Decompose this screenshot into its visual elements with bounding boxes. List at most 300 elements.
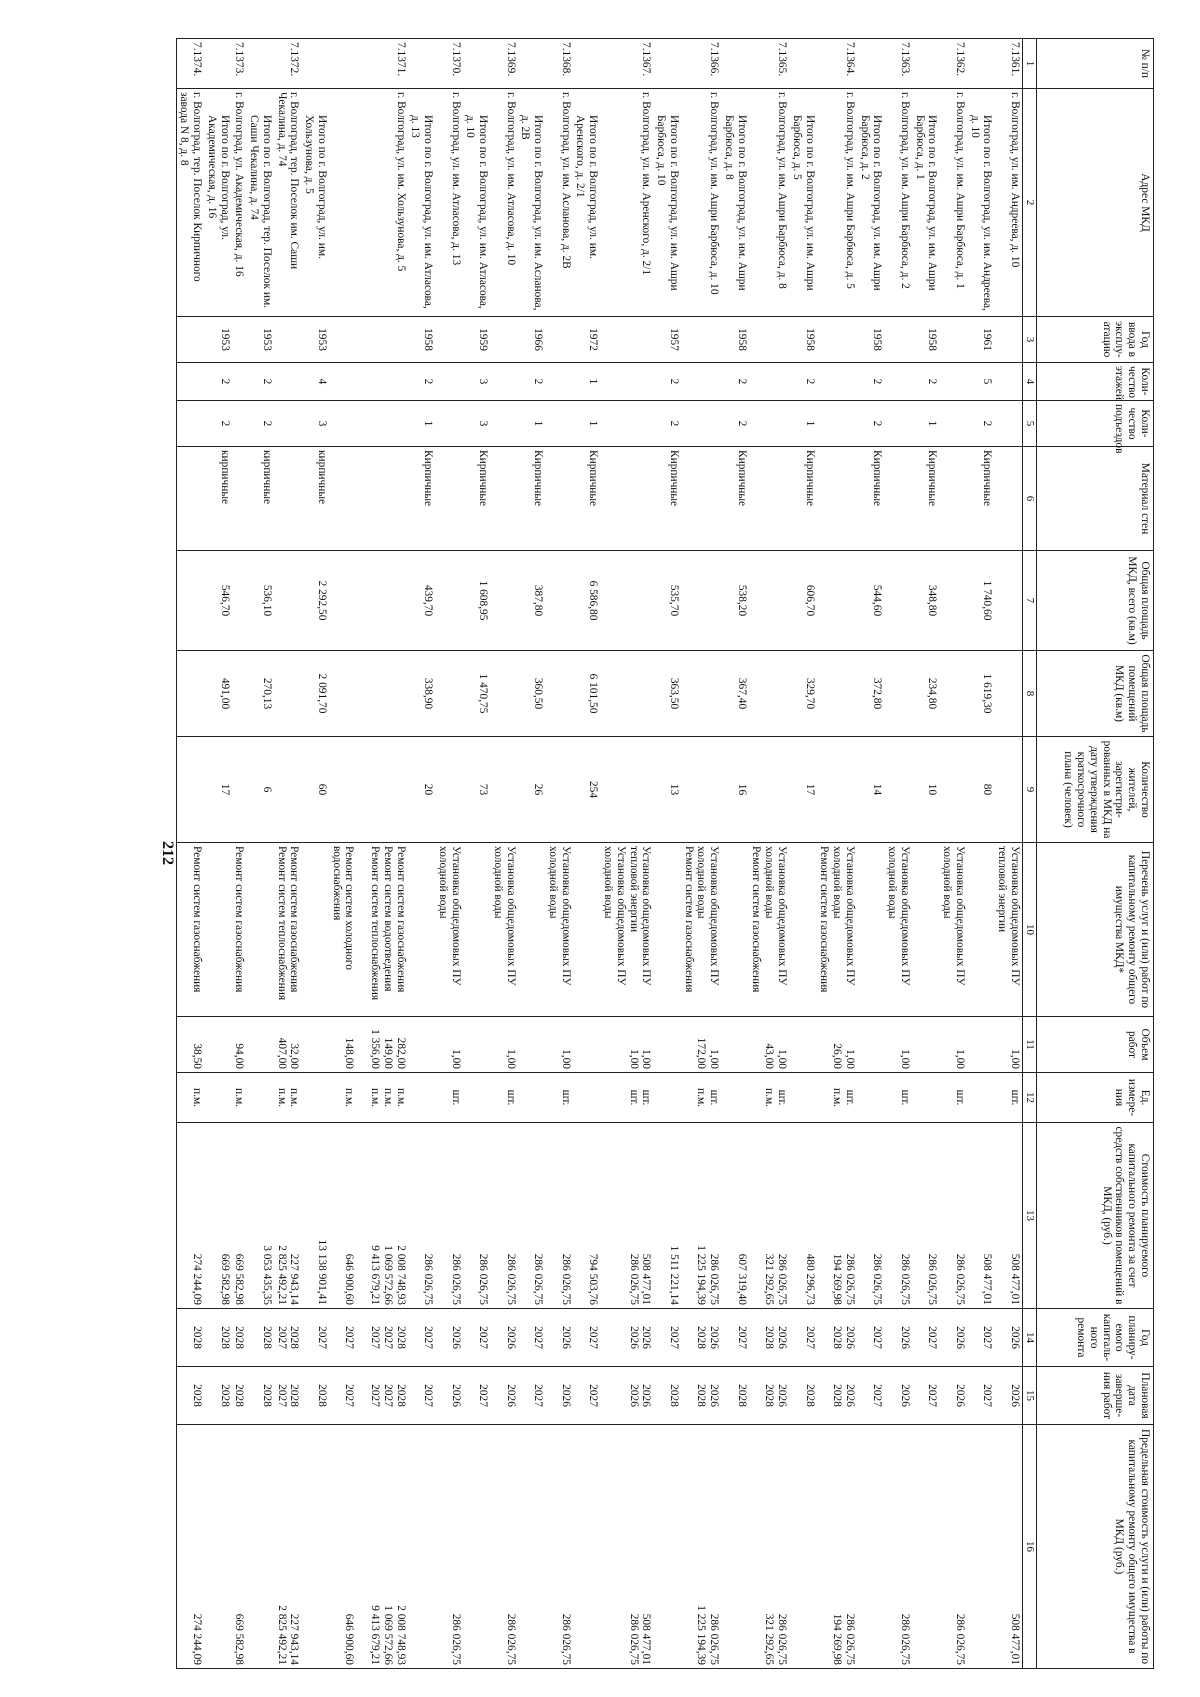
cell-col-3: 1958 xyxy=(721,317,749,363)
cell-col-6: Кирпичные xyxy=(518,447,546,551)
cell-col-2: Итого по г. Волгоград, ул. им. Ашри Барбюса, д. 10 xyxy=(653,89,681,317)
table-total-row xyxy=(463,39,491,1669)
cell-col-10 xyxy=(721,843,749,1017)
cell-line: 194 269,98 xyxy=(831,1253,844,1305)
cell-col-15: 2028 xyxy=(232,1367,247,1425)
cell-col-1 xyxy=(204,39,232,89)
table-row xyxy=(490,39,518,1669)
cell-col-15: 2028 xyxy=(176,1367,204,1425)
header-cell-8: Общая площадь помещений МКД (кв.м) xyxy=(1037,651,1154,737)
cell-col-14: 2027 xyxy=(463,1309,491,1367)
cell-col-10 xyxy=(246,843,274,1017)
cell-col-14 xyxy=(817,1309,857,1367)
cell-col-12 xyxy=(721,1073,749,1123)
cell-col-2: г. Волгоград, ул. им. Ашри Барбюса, д. 10 xyxy=(681,89,721,317)
cell-col-10 xyxy=(681,843,721,1017)
cell-col-14 xyxy=(681,1309,721,1367)
cell-col-15: 2028 xyxy=(789,1367,817,1425)
cell-line: 282,00 xyxy=(394,1037,407,1069)
cell-col-5: 1 xyxy=(912,401,940,447)
cell-col-3: 1958 xyxy=(408,317,436,363)
cell-col-11: 1,00 xyxy=(884,1017,912,1073)
column-number-4: 4 xyxy=(1023,363,1037,401)
cell-line: шт. xyxy=(708,1089,721,1106)
cell-col-4 xyxy=(994,363,1022,401)
column-number-3: 3 xyxy=(1023,317,1037,363)
cell-col-14 xyxy=(749,1309,789,1367)
cell-col-13: 286 026,75 xyxy=(518,1123,546,1309)
cell-line: 2028 xyxy=(288,1326,301,1349)
cell-col-10 xyxy=(912,843,940,1017)
cell-line: шт. xyxy=(627,1089,640,1106)
cell-col-6 xyxy=(884,447,912,551)
cell-col-10 xyxy=(274,843,302,1017)
cell-line: 646 900,60 xyxy=(343,1613,356,1665)
cell-col-3 xyxy=(681,317,721,363)
cell-col-3: 1972 xyxy=(573,317,601,363)
cell-col-14: 2027 xyxy=(653,1309,681,1367)
cell-col-1: 7.1370. xyxy=(435,39,463,89)
cell-col-15: 2028 xyxy=(246,1367,274,1425)
header-cell-4: Коли-чество этажей xyxy=(1037,363,1154,401)
cell-line: п.м. xyxy=(381,1088,394,1107)
cell-col-13: 1 511 221,14 xyxy=(653,1123,681,1309)
cell-line: 2028 xyxy=(394,1326,407,1349)
cell-col-4: 5 xyxy=(967,363,995,401)
cell-line: 2028 xyxy=(831,1326,844,1349)
cell-col-5: 3 xyxy=(301,401,329,447)
cell-col-1 xyxy=(789,39,817,89)
cell-col-6: кирпичные xyxy=(301,447,329,551)
cell-col-13: 3 053 435,35 xyxy=(246,1123,274,1309)
cell-col-11: 1,00 xyxy=(545,1017,573,1073)
cell-col-11 xyxy=(408,1017,436,1073)
cell-col-16: 286 026,75 xyxy=(490,1425,518,1669)
header-cell-3: Год ввода в эксплу-атацию xyxy=(1037,317,1154,363)
cell-line: Ремонт систем газоснабжения xyxy=(288,846,301,993)
cell-col-11 xyxy=(857,1017,885,1073)
cell-col-14: 2028 xyxy=(246,1309,274,1367)
cell-line: 1 225 194,39 xyxy=(695,1605,708,1665)
cell-col-14: 2027 xyxy=(721,1309,749,1367)
cell-line: 2026 xyxy=(708,1326,721,1349)
table-total-row xyxy=(967,39,995,1669)
cell-col-15 xyxy=(817,1367,857,1425)
cell-col-4 xyxy=(274,363,302,401)
cell-col-4 xyxy=(939,363,967,401)
cell-col-9: 254 xyxy=(573,737,601,843)
cell-col-4: 2 xyxy=(653,363,681,401)
cell-line: Установка общедомовых ПУ холодной воды xyxy=(763,846,788,986)
cell-col-14 xyxy=(329,1309,408,1367)
cell-col-14 xyxy=(274,1309,302,1367)
cell-col-3 xyxy=(490,317,518,363)
cell-col-14: 2027 xyxy=(301,1309,329,1367)
cell-col-15 xyxy=(274,1367,302,1425)
cell-col-16 xyxy=(274,1425,302,1669)
cell-col-8 xyxy=(817,651,857,737)
cell-col-16 xyxy=(329,1425,408,1669)
cell-col-2: г. Волгоград, ул. им. Ашри Барбюса, д. 1 xyxy=(939,89,967,317)
cell-col-2: г. Волгоград, тер. Поселок им. Саши Чекалина, д. 74 xyxy=(274,89,302,317)
cell-line: 32,00 xyxy=(288,1043,301,1069)
cell-col-13: 508 477,01 xyxy=(994,1123,1022,1309)
cell-col-16 xyxy=(721,1425,749,1669)
cell-col-3: 1953 xyxy=(204,317,232,363)
cell-col-7: 348,80 xyxy=(912,551,940,651)
table-header-row xyxy=(1037,39,1154,1669)
cell-col-11 xyxy=(573,1017,601,1073)
cell-col-14: 2026 xyxy=(884,1309,912,1367)
cell-col-2: Итого по г. Волгоград, ул. им. Хользунова, д. 5 xyxy=(301,89,329,317)
cell-col-6: Кирпичные xyxy=(789,447,817,551)
table-body xyxy=(176,39,1022,1669)
cell-col-12 xyxy=(600,1073,653,1123)
cell-col-13: 286 026,75 xyxy=(490,1123,518,1309)
cell-line: 321 292,65 xyxy=(763,1613,776,1665)
cell-col-5: 1 xyxy=(789,401,817,447)
cell-col-8 xyxy=(232,651,247,737)
cell-col-3: 1957 xyxy=(653,317,681,363)
cell-col-9: 26 xyxy=(518,737,546,843)
cell-col-10: Установка общедомовых ПУ холодной воды xyxy=(939,843,967,1017)
cell-col-5 xyxy=(600,401,653,447)
cell-line xyxy=(355,1428,368,1665)
column-number-6: 6 xyxy=(1023,447,1037,551)
cell-col-5 xyxy=(176,401,204,447)
cell-line: 172,00 xyxy=(695,1037,708,1069)
cell-col-9 xyxy=(274,737,302,843)
column-number-15: 15 xyxy=(1023,1367,1037,1425)
cell-col-4: 2 xyxy=(204,363,232,401)
header-cell-11: Объем работ xyxy=(1037,1017,1154,1073)
cell-col-6: Кирпичные xyxy=(408,447,436,551)
table-row xyxy=(994,39,1022,1669)
cell-col-7: 6 586,80 xyxy=(573,551,601,651)
cell-col-11 xyxy=(653,1017,681,1073)
cell-col-11 xyxy=(721,1017,749,1073)
cell-col-14: 2027 xyxy=(967,1309,995,1367)
cell-line: 2028 xyxy=(288,1384,301,1407)
header-cell-14: Год планиру-емого капиталь-ного ремонта xyxy=(1037,1309,1154,1367)
cell-col-11: 94,00 xyxy=(232,1017,247,1073)
cell-line: п.м. xyxy=(695,1088,708,1107)
cell-col-7: 2 292,50 xyxy=(301,551,329,651)
cell-line: 286 026,75 xyxy=(775,1613,788,1665)
cell-col-8: 1 619,30 xyxy=(967,651,995,737)
cell-col-10 xyxy=(653,843,681,1017)
cell-col-5: 2 xyxy=(967,401,995,447)
cell-col-6 xyxy=(749,447,789,551)
cell-col-5 xyxy=(817,401,857,447)
cell-col-13: 286 026,75 xyxy=(408,1123,436,1309)
cell-col-14: 2026 xyxy=(939,1309,967,1367)
cell-col-1 xyxy=(301,39,329,89)
cell-col-2: г. Волгоград, ул. им. Атласова, д. 10 xyxy=(490,89,518,317)
cell-col-14: 2026 xyxy=(545,1309,573,1367)
cell-col-7 xyxy=(600,551,653,651)
cell-col-5: 2 xyxy=(721,401,749,447)
cell-col-2: г. Волгоград, ул. им. Атласова, д. 13 xyxy=(435,89,463,317)
cell-line: 2027 xyxy=(369,1326,382,1349)
cell-line: 2027 xyxy=(275,1384,288,1407)
cell-col-15: 2026 xyxy=(884,1367,912,1425)
column-number-9: 9 xyxy=(1023,737,1037,843)
cell-line: п.м. xyxy=(763,1088,776,1107)
cell-col-12: шт. xyxy=(490,1073,518,1123)
cell-line xyxy=(355,1020,368,1069)
cell-col-10: Ремонт систем газоснабжения xyxy=(176,843,204,1017)
cell-col-2: г. Волгоград, ул. им. Ашри Барбюса, д. 2 xyxy=(884,89,912,317)
cell-col-3: 1966 xyxy=(518,317,546,363)
cell-col-6 xyxy=(232,447,247,551)
cell-col-8 xyxy=(994,651,1022,737)
cell-line: 194 269,98 xyxy=(831,1613,844,1665)
cell-col-15: 2028 xyxy=(653,1367,681,1425)
cell-col-12 xyxy=(573,1073,601,1123)
cell-col-7: 546,70 xyxy=(204,551,232,651)
cell-col-15: 2026 xyxy=(545,1367,573,1425)
cell-col-15: 2027 xyxy=(408,1367,436,1425)
cell-col-4 xyxy=(884,363,912,401)
cell-col-10 xyxy=(518,843,546,1017)
table-row xyxy=(884,39,912,1669)
cell-col-14: 2027 xyxy=(518,1309,546,1367)
cell-line xyxy=(355,846,368,1013)
cell-col-5 xyxy=(939,401,967,447)
cell-col-12 xyxy=(204,1073,232,1123)
cell-col-10 xyxy=(463,843,491,1017)
cell-col-8 xyxy=(681,651,721,737)
cell-col-16 xyxy=(463,1425,491,1669)
cell-line: 2026 xyxy=(708,1384,721,1407)
cell-line: Установка общедомовых ПУ холодной воды xyxy=(695,846,721,986)
cell-line: 2028 xyxy=(695,1384,708,1407)
cell-line: п.м. xyxy=(288,1088,301,1107)
table-row xyxy=(176,39,204,1669)
cell-col-2: Итого по г. Волгоград, ул. им. Атласова, д. 10 xyxy=(463,89,491,317)
cell-line: 1 225 194,39 xyxy=(695,1245,708,1305)
cell-col-6: Кирпичные xyxy=(721,447,749,551)
cell-col-13: 508 477,01 xyxy=(967,1123,995,1309)
cell-col-3 xyxy=(749,317,789,363)
cell-col-12 xyxy=(463,1073,491,1123)
cell-line: 2027 xyxy=(343,1326,356,1349)
cell-col-1 xyxy=(967,39,995,89)
cell-col-7 xyxy=(681,551,721,651)
cell-line: Ремонт систем холодного водоснабжения xyxy=(330,846,356,970)
cell-col-3: 1958 xyxy=(857,317,885,363)
cell-col-10 xyxy=(817,843,857,1017)
cell-col-10: Установка общедомовых ПУ холодной воды xyxy=(435,843,463,1017)
cell-col-2: г. Волгоград, ул. им. Асланова, д. 2В xyxy=(545,89,573,317)
cell-col-11: 1,00 xyxy=(435,1017,463,1073)
cell-col-13: 286 026,75 xyxy=(545,1123,573,1309)
cell-line: п.м. xyxy=(343,1088,356,1107)
cell-col-16: 286 026,75 xyxy=(545,1425,573,1669)
cell-col-4: 3 xyxy=(463,363,491,401)
table-row xyxy=(329,39,408,1669)
cell-line: 1,00 xyxy=(627,1049,640,1069)
cell-col-3: 1953 xyxy=(301,317,329,363)
cell-col-6 xyxy=(490,447,518,551)
cell-col-16 xyxy=(246,1425,274,1669)
cell-col-8: 2 091,70 xyxy=(301,651,329,737)
column-number-2: 2 xyxy=(1023,89,1037,317)
cell-col-13: 480 296,73 xyxy=(789,1123,817,1309)
cell-col-1 xyxy=(912,39,940,89)
cell-line: 2026 xyxy=(627,1384,640,1407)
cell-line: 2027 xyxy=(343,1384,356,1407)
cell-col-14: 2028 xyxy=(204,1309,232,1367)
cell-col-8: 360,50 xyxy=(518,651,546,737)
cell-line: 2026 xyxy=(775,1384,788,1407)
cell-col-7: 535,70 xyxy=(653,551,681,651)
cell-col-12: шт. xyxy=(435,1073,463,1123)
cell-col-12: шт. xyxy=(884,1073,912,1123)
cell-col-16 xyxy=(817,1425,857,1669)
cell-col-16 xyxy=(653,1425,681,1669)
cell-col-11 xyxy=(463,1017,491,1073)
cell-line: 508 477,01 xyxy=(640,1613,653,1665)
cell-col-12 xyxy=(653,1073,681,1123)
cell-col-9: 13 xyxy=(653,737,681,843)
cell-line: 9 413 679,21 xyxy=(369,1245,382,1305)
table-total-row xyxy=(653,39,681,1669)
cell-col-16 xyxy=(518,1425,546,1669)
cell-line: 646 900,60 xyxy=(343,1253,356,1305)
column-number-12: 12 xyxy=(1023,1073,1037,1123)
table-row xyxy=(232,39,247,1669)
cell-col-15 xyxy=(681,1367,721,1425)
cell-col-4 xyxy=(817,363,857,401)
cell-col-5 xyxy=(749,401,789,447)
cell-col-5: 3 xyxy=(463,401,491,447)
cell-line: 2026 xyxy=(640,1384,653,1407)
cell-col-1: 7.1372. xyxy=(274,39,302,89)
cell-col-8: 372,80 xyxy=(857,651,885,737)
cell-col-15: 2028 xyxy=(721,1367,749,1425)
cell-col-2: г. Волгоград, ул. им. Ашри Барбюса, д. 8 xyxy=(749,89,789,317)
capital-repair-table xyxy=(176,38,1154,1669)
cell-col-11 xyxy=(789,1017,817,1073)
cell-col-12 xyxy=(518,1073,546,1123)
table-total-row xyxy=(408,39,436,1669)
cell-col-8: 363,50 xyxy=(653,651,681,737)
cell-line: 2027 xyxy=(369,1384,382,1407)
cell-line: 149,00 xyxy=(381,1037,394,1069)
table-row xyxy=(817,39,857,1669)
cell-line: шт. xyxy=(843,1089,856,1106)
cell-col-5 xyxy=(681,401,721,447)
cell-col-10 xyxy=(857,843,885,1017)
cell-col-3: 1958 xyxy=(789,317,817,363)
cell-col-11 xyxy=(749,1017,789,1073)
cell-col-13: 274 244,09 xyxy=(176,1123,204,1309)
cell-col-6 xyxy=(176,447,204,551)
cell-col-7 xyxy=(435,551,463,651)
table-total-row xyxy=(912,39,940,1669)
cell-col-6 xyxy=(274,447,302,551)
cell-line: 2027 xyxy=(381,1326,394,1349)
cell-line: 2026 xyxy=(843,1326,856,1349)
cell-col-9 xyxy=(817,737,857,843)
cell-col-2: Итого по г. Волгоград, ул. им. Асланова, д. 2В xyxy=(518,89,546,317)
cell-col-3 xyxy=(600,317,653,363)
cell-line: Ремонт систем водоотведения xyxy=(381,846,394,992)
cell-col-8: 6 101,50 xyxy=(573,651,601,737)
cell-col-7 xyxy=(232,551,247,651)
cell-line: шт. xyxy=(775,1089,788,1106)
cell-col-1: 7.1364. xyxy=(817,39,857,89)
cell-col-2: Итого по г. Волгоград, ул. им. Ашри Барбюса, д. 1 xyxy=(912,89,940,317)
cell-col-14: 2027 xyxy=(857,1309,885,1367)
cell-line: 43,00 xyxy=(763,1043,776,1069)
cell-col-6: Кирпичные xyxy=(463,447,491,551)
cell-col-10 xyxy=(967,843,995,1017)
cell-col-12: шт. xyxy=(994,1073,1022,1123)
cell-line: 26,00 xyxy=(831,1043,844,1069)
table-row xyxy=(749,39,789,1669)
cell-col-14: 2028 xyxy=(176,1309,204,1367)
cell-col-14: 2026 xyxy=(994,1309,1022,1367)
cell-col-13 xyxy=(600,1123,653,1309)
cell-col-5 xyxy=(545,401,573,447)
cell-line: 1 356,00 xyxy=(369,1029,382,1069)
cell-col-11 xyxy=(274,1017,302,1073)
cell-col-9: 17 xyxy=(789,737,817,843)
cell-col-5 xyxy=(232,401,247,447)
cell-col-12 xyxy=(408,1073,436,1123)
cell-col-8: 338,90 xyxy=(408,651,436,737)
cell-col-6: Кирпичные xyxy=(653,447,681,551)
cell-col-3 xyxy=(274,317,302,363)
cell-line: 2027 xyxy=(275,1326,288,1349)
cell-col-7: 606,70 xyxy=(789,551,817,651)
cell-col-9: 6 xyxy=(246,737,274,843)
cell-col-9: 10 xyxy=(912,737,940,843)
cell-col-7 xyxy=(545,551,573,651)
cell-col-2: Итого по г. Волгоград, ул. им. Ашри Барбюса, д. 2 xyxy=(857,89,885,317)
cell-col-14: 2027 xyxy=(573,1309,601,1367)
table-total-row xyxy=(204,39,232,1669)
cell-col-2: Итого по г. Волгоград, ул. им. Аренского, д. 2/1 xyxy=(573,89,601,317)
cell-col-7 xyxy=(329,551,408,651)
cell-col-7: 387,80 xyxy=(518,551,546,651)
cell-col-4 xyxy=(545,363,573,401)
cell-col-8 xyxy=(329,651,408,737)
cell-col-9 xyxy=(490,737,518,843)
cell-col-6: кирпичные xyxy=(246,447,274,551)
cell-col-11 xyxy=(329,1017,408,1073)
cell-col-3 xyxy=(232,317,247,363)
cell-line: 2028 xyxy=(394,1384,407,1407)
cell-col-14: 2027 xyxy=(408,1309,436,1367)
cell-col-13: 669 582,98 xyxy=(204,1123,232,1309)
cell-line xyxy=(355,1126,368,1305)
cell-col-13 xyxy=(681,1123,721,1309)
cell-col-16 xyxy=(573,1425,601,1669)
cell-col-12 xyxy=(246,1073,274,1123)
cell-col-10 xyxy=(789,843,817,1017)
column-number-1: 1 xyxy=(1023,39,1037,89)
column-number-13: 13 xyxy=(1023,1123,1037,1309)
cell-line xyxy=(355,1076,368,1119)
cell-col-15: 2027 xyxy=(463,1367,491,1425)
cell-line: 286 026,75 xyxy=(627,1253,640,1305)
cell-col-1 xyxy=(653,39,681,89)
cell-line: 1,00 xyxy=(640,1049,653,1069)
